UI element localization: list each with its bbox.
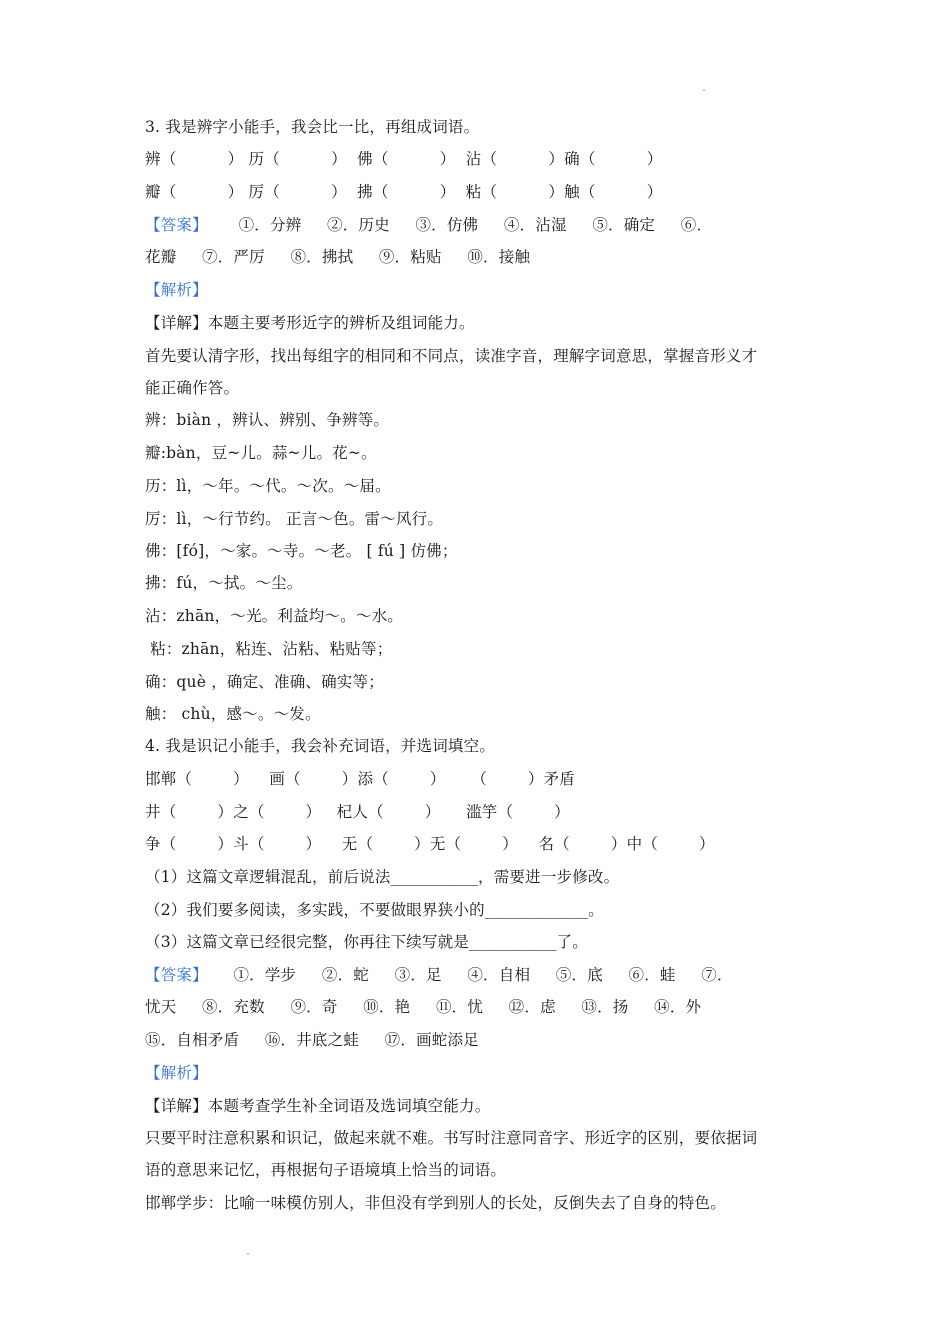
q4-last-note: 邯郸学步：比喻一味模仿别人，非但没有学到别人的长处，反倒失去了自身的特色。 (145, 1194, 726, 1212)
q3-note: 拂：fú，～拭。～尘。 (145, 574, 303, 592)
q3-row-2: 瓣（ ） 厉（ ） 拂（ ） 粘（ ）触（ ） (145, 183, 663, 201)
q3-answer-line-1 (145, 215, 712, 235)
q4-row-3: 争（ ）斗（ ） 无（ ）无（ ） 名（ ）中（ ） (145, 835, 715, 853)
q4-fill-3: （3）这篇文章已经很完整，你再往下续写就是___________了。 (145, 933, 588, 951)
q4-row-1: 邯郸（ ） 画（ ）添（ ） （ ）矛盾 (145, 770, 576, 788)
q4-analysis-tag: 【解析】 (145, 1064, 208, 1082)
q4-detail: 【详解】本题考查学生补全词语及选词填空能力。 (145, 1097, 491, 1115)
q4-row-2: 井（ ）之（ ） 杞人（ ） 滥竽（ ） (145, 803, 570, 821)
q3-analysis-tag: 【解析】 (145, 281, 208, 299)
q3-note: 瓣:bàn，豆~儿。蒜~儿。花~。 (145, 444, 377, 462)
q3-row-1: 辨（ ） 历（ ） 佛（ ） 沾（ ）确（ ） (145, 150, 663, 168)
q3-note: 辨：biàn ，辨认、辨别、争辨等。 (145, 411, 390, 429)
q3-note: 佛：[fó]，～家。～寺。～老。 [ fú ] 仿佛； (145, 542, 458, 560)
q3-intro-2: 能正确作答。 (145, 379, 240, 397)
q4-title: 4. 我是识记小能手，我会补充词语，并选词填空。 (145, 737, 496, 755)
scan-speck (247, 1253, 249, 1255)
q4-intro-1: 只要平时注意积累和识记，做起来就不难。书写时注意同音字、形近字的区别，要依据词 (145, 1129, 758, 1147)
q4-answers-a: ①．学步 ②．蛇 ③．足 ④．自相 ⑤．底 ⑥．蛙 ⑦． (207, 966, 733, 984)
q3-note: 触： chù，感～。～发。 (145, 705, 321, 723)
q3-intro-1: 首先要认清字形，找出每组字的相同和不同点，读准字音，理解字词意思，掌握音形义才 (145, 347, 758, 365)
q3-title: 3. 我是辨字小能手，我会比一比，再组成词语。 (145, 118, 480, 136)
q3-note: 历：lì，～年。～代。～次。～届。 (145, 477, 391, 495)
q3-answers-a: ①．分辨 ②．历史 ③．仿佛 ④．沾湿 ⑤．确定 ⑥． (207, 216, 713, 234)
q3-note: 粘：zhān，粘连、沾粘、粘贴等； (145, 640, 393, 658)
q3-answer-line-2: 花瓣 ⑦．严厉 ⑧．拂拭 ⑨．粘贴 ⑩．接触 (145, 248, 531, 266)
q4-intro-2: 语的意思来记忆，再根据句子语境填上恰当的词语。 (145, 1161, 507, 1179)
q4-answer-line-1 (145, 965, 733, 985)
q4-answer-line-3: ⑮．自相矛盾 ⑯．井底之蛙 ⑰．画蛇添足 (145, 1031, 479, 1049)
q3-detail: 【详解】本题主要考形近字的辨析及组词能力。 (145, 314, 475, 332)
q3-note: 厉：lì，～行节约。 正言～色。雷～风行。 (145, 510, 444, 528)
q3-note: 确：què ，确定、准确、确实等； (145, 673, 384, 691)
q4-fill-1: （1）这篇文章逻辑混乱，前后说法___________，需要进一步修改。 (145, 868, 620, 886)
q3-note: 沾：zhān，～光。利益均～。～水。 (145, 607, 403, 625)
answer-tag: 【答案】 (145, 966, 208, 984)
answer-tag: 【答案】 (145, 216, 208, 234)
scan-speck (703, 89, 705, 91)
q4-answer-line-2: 忧天 ⑧．充数 ⑨．奇 ⑩．艳 ⑪．忧 ⑫．虑 ⑬．扬 ⑭．外 (145, 998, 702, 1016)
q4-fill-2: （2）我们要多阅读，多实践，不要做眼界狭小的_____________。 (145, 901, 604, 919)
